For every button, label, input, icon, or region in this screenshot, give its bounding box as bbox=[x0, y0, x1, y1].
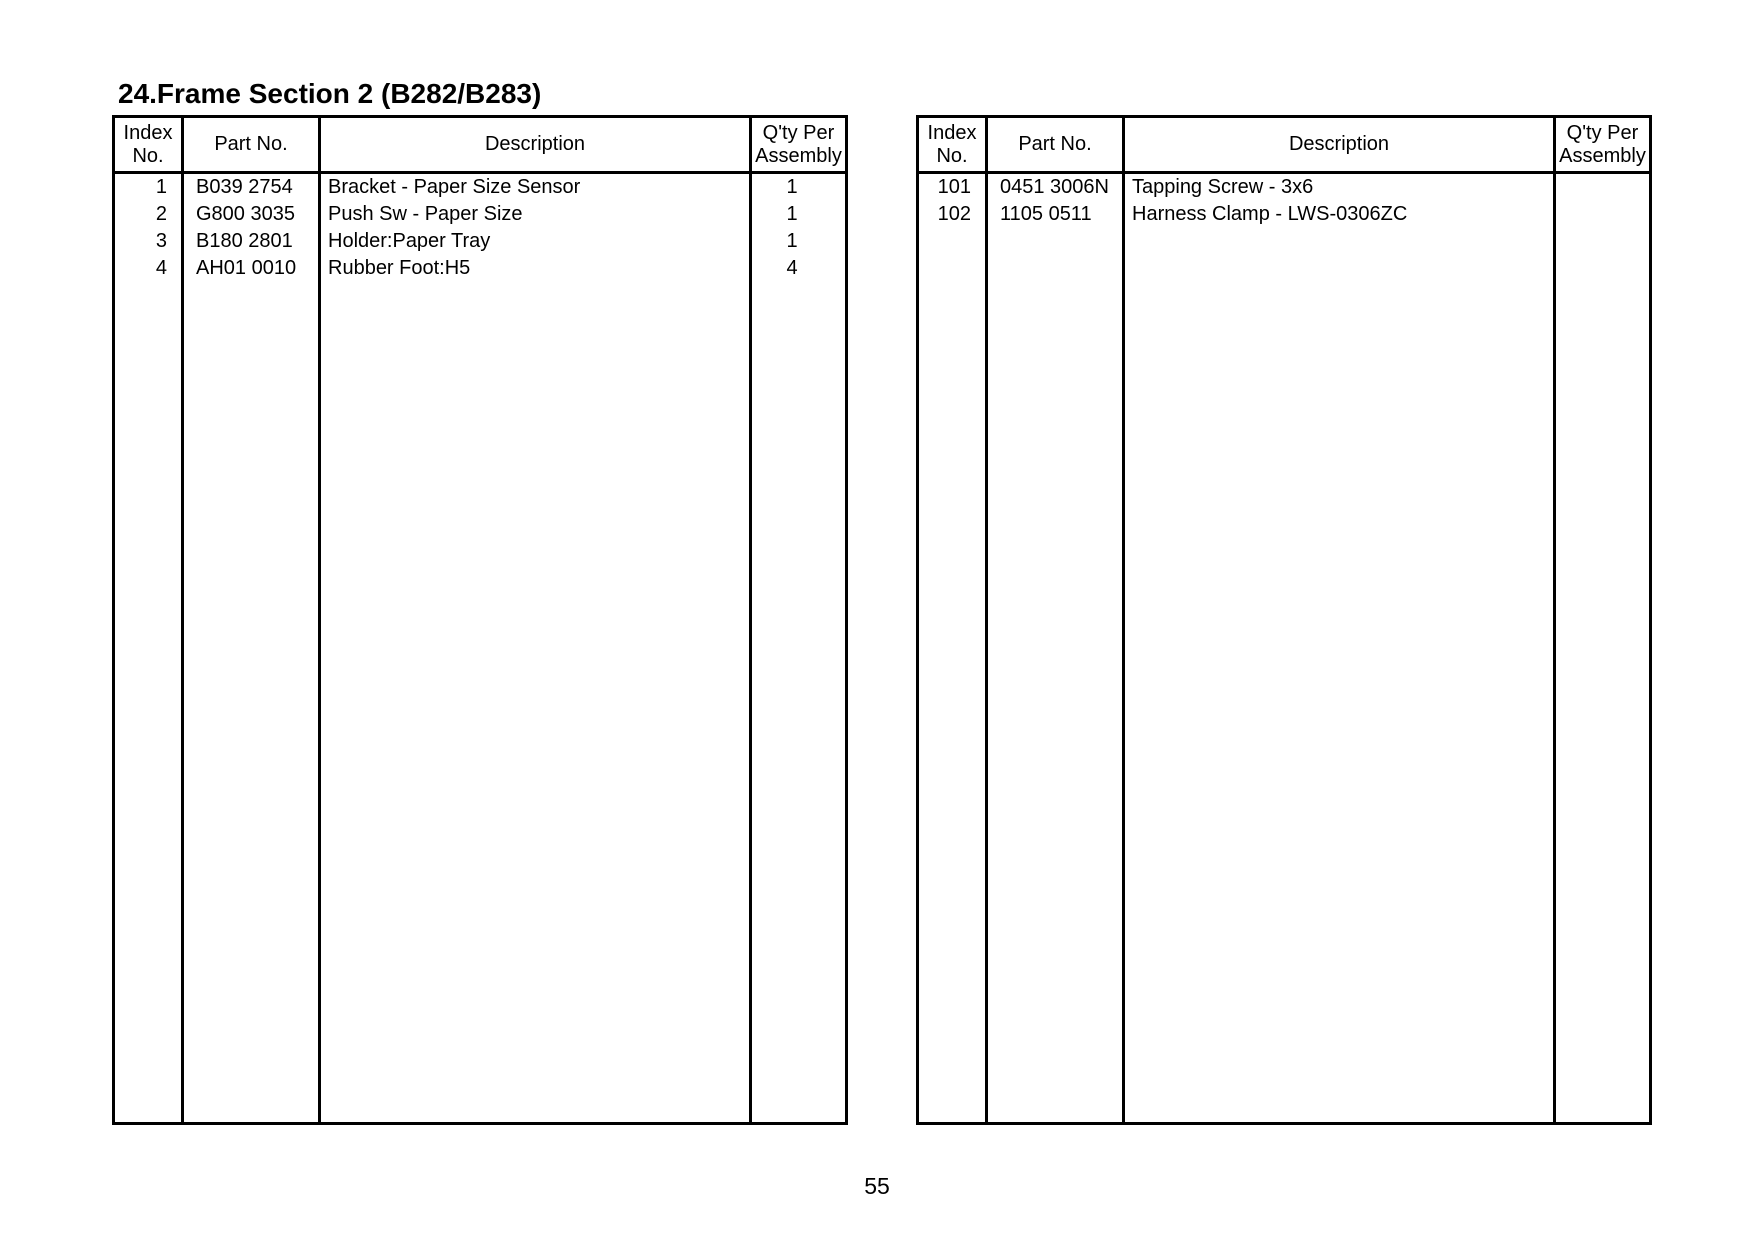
description-cell: Push Sw - Paper Size bbox=[328, 203, 523, 225]
part-no-cell: 1105 0511 bbox=[1000, 203, 1092, 225]
part-no-cell: AH01 0010 bbox=[196, 257, 297, 279]
header-part-no: Part No. bbox=[214, 133, 288, 155]
page-number: 55 bbox=[864, 1173, 890, 1199]
qty-cell: 1 bbox=[786, 230, 798, 252]
description-cell: Rubber Foot:H5 bbox=[328, 257, 471, 279]
header-index-no: Index No. bbox=[927, 121, 977, 167]
page-title: 24.Frame Section 2 (B282/B283) bbox=[118, 78, 542, 109]
table-body bbox=[115, 174, 845, 282]
part-no-cell: B180 2801 bbox=[196, 230, 293, 252]
header-description: Description bbox=[1288, 133, 1390, 155]
qty-cell: 1 bbox=[786, 176, 798, 198]
header-description: Description bbox=[484, 133, 586, 155]
header-qty-per-assembly: Q'ty Per Assembly bbox=[755, 121, 842, 167]
index-cell: 2 bbox=[155, 203, 167, 225]
table-row bbox=[115, 201, 845, 228]
header-part-no: Part No. bbox=[1018, 133, 1092, 155]
index-cell: 102 bbox=[937, 203, 971, 225]
header-index-no: Index No. bbox=[123, 121, 173, 167]
table-row bbox=[115, 174, 845, 201]
header-qty-per-assembly: Q'ty Per Assembly bbox=[1559, 121, 1646, 167]
parts-table-left bbox=[112, 115, 848, 1125]
table-row bbox=[115, 255, 845, 282]
description-cell: Bracket - Paper Size Sensor bbox=[328, 176, 581, 198]
part-no-cell: G800 3035 bbox=[196, 203, 295, 225]
index-cell: 101 bbox=[937, 176, 971, 198]
qty-cell bbox=[1556, 201, 1636, 228]
parts-table-right bbox=[916, 115, 1652, 1125]
column-divider bbox=[1553, 118, 1556, 1122]
qty-cell: 4 bbox=[786, 257, 798, 279]
qty-cell bbox=[1556, 174, 1636, 201]
description-cell: Holder:Paper Tray bbox=[328, 230, 491, 252]
description-cell: Tapping Screw - 3x6 bbox=[1132, 176, 1314, 198]
column-divider bbox=[985, 118, 988, 1122]
table-row bbox=[919, 174, 1649, 201]
description-cell: Harness Clamp - LWS-0306ZC bbox=[1132, 203, 1408, 225]
index-cell: 4 bbox=[155, 257, 167, 279]
table-row bbox=[115, 228, 845, 255]
index-cell: 3 bbox=[155, 230, 167, 252]
qty-cell: 1 bbox=[786, 203, 798, 225]
column-divider bbox=[1122, 118, 1125, 1122]
part-no-cell: B039 2754 bbox=[196, 176, 293, 198]
table-row bbox=[919, 201, 1649, 228]
table-body bbox=[919, 174, 1649, 228]
index-cell: 1 bbox=[155, 176, 167, 198]
part-no-cell: 0451 3006N bbox=[1000, 176, 1109, 198]
